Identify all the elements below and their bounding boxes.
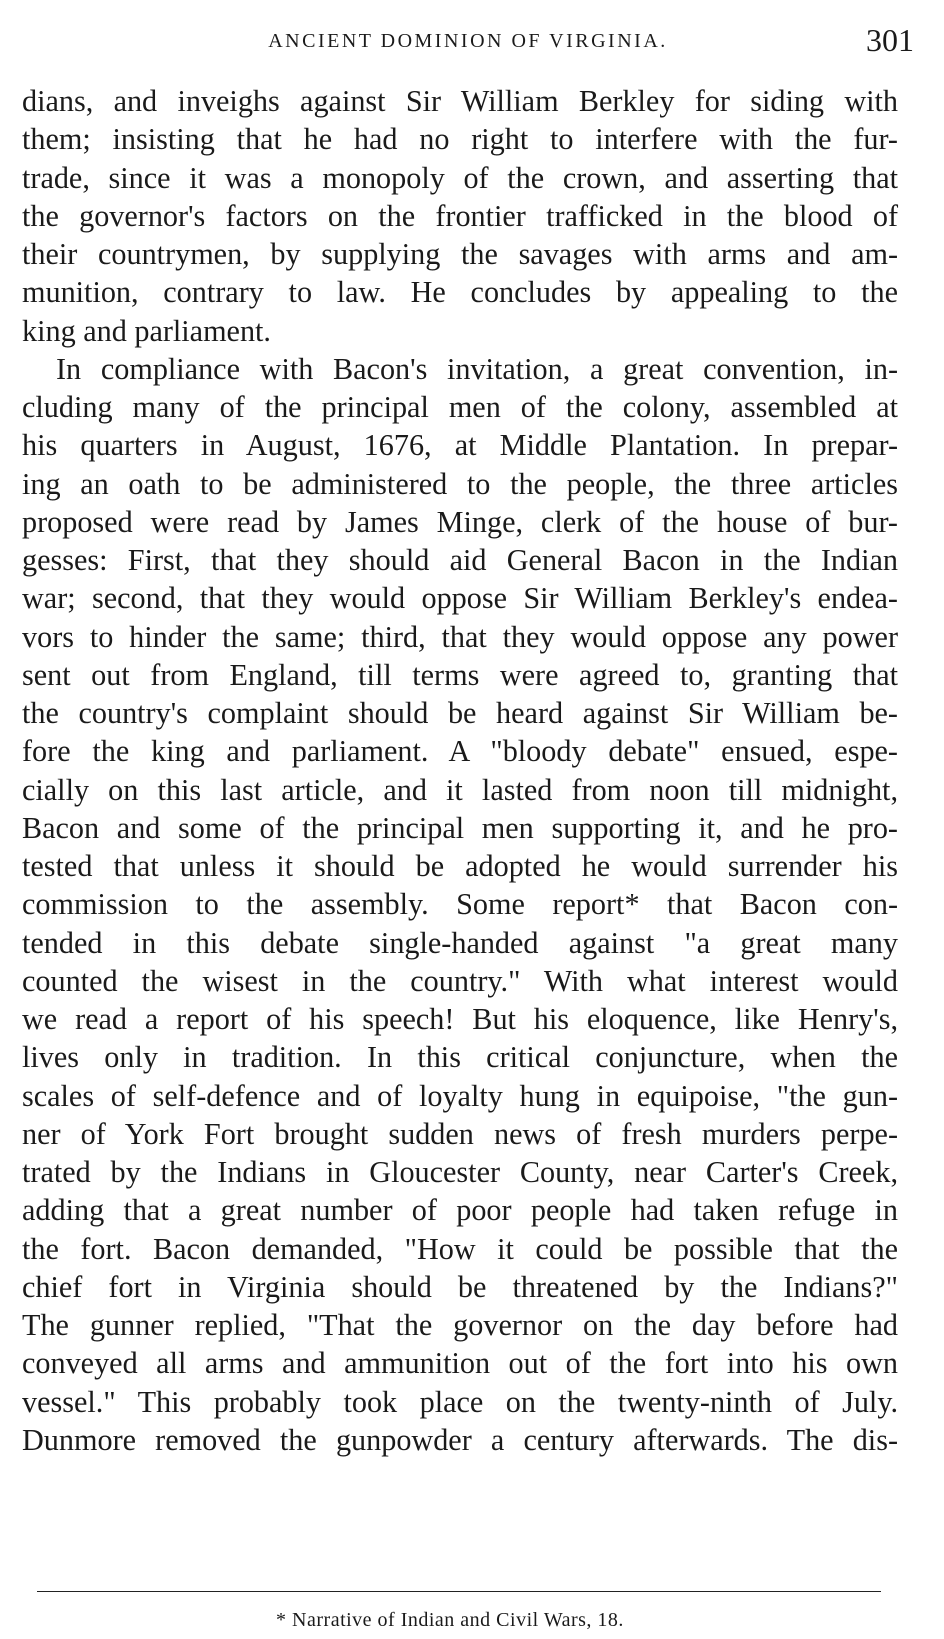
page-number: 301 (866, 22, 914, 58)
text-line: munition, contrary to law. He concludes by appealing to the (22, 275, 898, 310)
text-line: fore the king and parliament. A "bloody debate" ensued, espe- (22, 734, 898, 769)
text-line: king and parliament. (22, 313, 271, 348)
text-line: gesses: First, that they should aid General Bacon in the Indian (22, 543, 898, 577)
footnote: * Narrative of Indian and Civil Wars, 18. (276, 1609, 624, 1631)
text-line: Dunmore removed the gunpowder a century afterwards. The dis- (22, 1422, 898, 1457)
text-line: vessel." This probably took place on the twenty-ninth of July. (22, 1384, 898, 1419)
text-line: tended in this debate single-handed against "a great many (22, 925, 898, 960)
text-line: commission to the assembly. Some report* that Bacon con- (22, 887, 898, 922)
text-line: cluding many of the principal men of the colony, assembled at (22, 390, 898, 424)
body-text (22, 82, 898, 1459)
text-line: counted the wisest in the country." With what interest would (22, 963, 898, 998)
text-line: them; insisting that he had no right to interfere with the fur- (22, 122, 898, 157)
footnote-divider (37, 1591, 881, 1592)
text-line: ing an oath to be administered to the people, the three articles (22, 466, 898, 501)
text-line: war; second, that they would oppose Sir William Berkley's endea- (22, 581, 898, 616)
text-line: The gunner replied, "That the governor on the day before had (22, 1308, 898, 1342)
text-line: vors to hinder the same; third, that they would oppose any power (22, 619, 898, 654)
text-line: ner of York Fort brought sudden news of fresh murders perpe- (22, 1116, 898, 1151)
text-line: their countrymen, by supplying the savages with arms and am- (22, 237, 898, 271)
text-line: tested that unless it should be adopted he would surrender his (22, 849, 898, 883)
text-line: we read a report of his speech! But his eloquence, like Henry's, (22, 1002, 898, 1036)
text-line: proposed were read by James Minge, clerk of the house of bur- (22, 504, 898, 539)
text-line: sent out from England, till terms were agreed to, granting that (22, 657, 898, 692)
text-line: scales of self-defence and of loyalty hung in equipoise, "the gun- (22, 1078, 898, 1113)
running-title: ANCIENT DOMINION OF VIRGINIA. (268, 30, 668, 52)
text-line: adding that a great number of poor people had taken refuge in (22, 1193, 898, 1228)
text-line: In compliance with Bacon's invitation, a great convention, in- (56, 351, 898, 386)
text-line: trated by the Indians in Gloucester County, near Carter's Creek, (22, 1155, 898, 1189)
text-line: his quarters in August, 1676, at Middle Plantation. In prepar- (22, 428, 898, 463)
text-line: the governor's factors on the frontier trafficked in the blood of (22, 198, 898, 233)
text-line: lives only in tradition. In this critical conjuncture, when the (22, 1040, 898, 1075)
text-line: trade, since it was a monopoly of the crown, and asserting that (22, 160, 898, 195)
text-line: Bacon and some of the principal men supporting it, and he pro- (22, 810, 898, 845)
text-line: conveyed all arms and ammunition out of the fort into his own (22, 1346, 898, 1381)
text-line: the country's complaint should be heard against Sir William be- (22, 696, 898, 730)
running-head (22, 18, 914, 58)
text-line: chief fort in Virginia should be threatened by the Indians?" (22, 1269, 898, 1304)
text-line: the fort. Bacon demanded, "How it could be possible that the (22, 1231, 898, 1266)
text-line: dians, and inveighs against Sir William Berkley for siding with (22, 84, 898, 118)
text-line: cially on this last article, and it lasted from noon till midnight, (22, 772, 898, 807)
